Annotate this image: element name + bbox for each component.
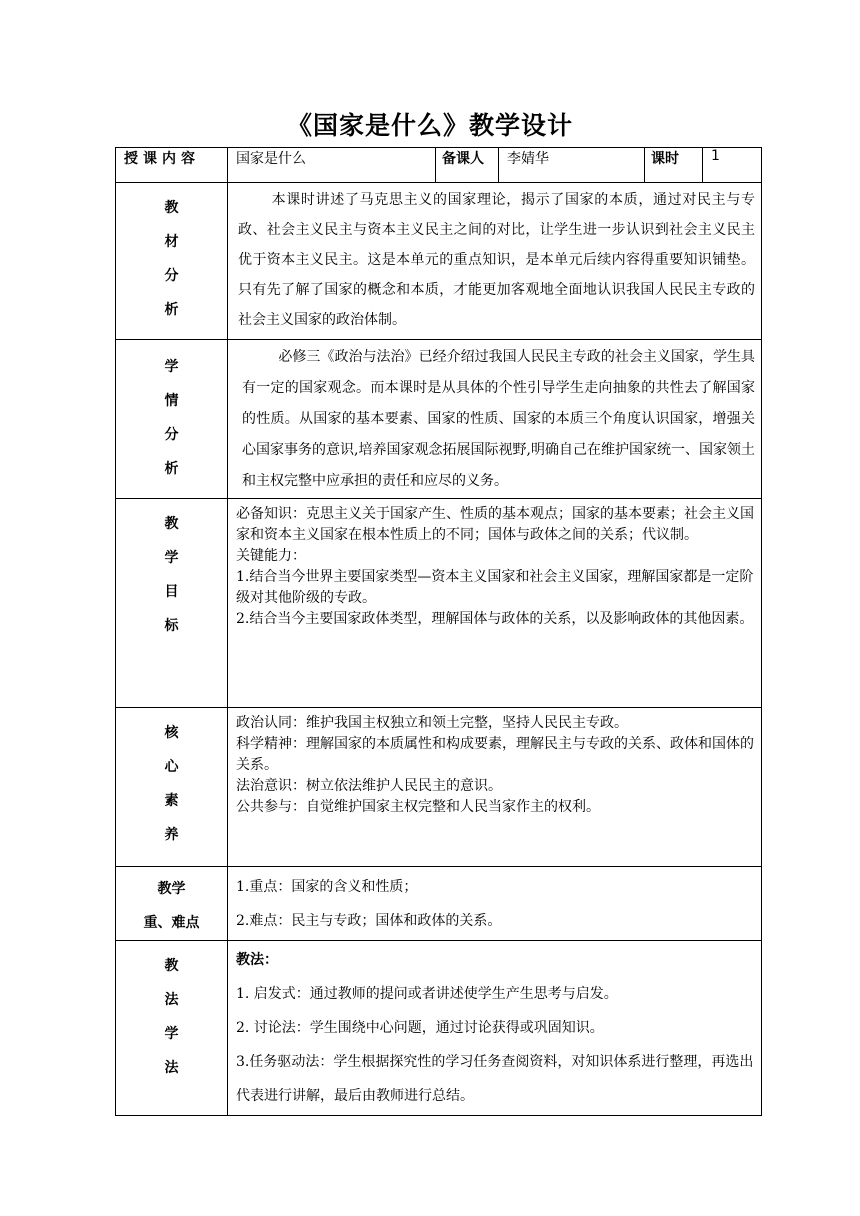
course-label: 授课内容 [116,148,228,183]
core-literacy-row [116,708,762,867]
literacy-line: 法治意识：树立依法维护人民民主的意识。 [236,778,502,794]
textbook-analysis-label: 教 材 分 析 [116,183,228,340]
teacher-label: 备课人 [436,148,499,183]
lesson-plan-table [115,147,762,1116]
header-row [116,148,762,183]
hours-value: 1 [703,148,762,183]
core-literacy-content [228,708,762,867]
method-line: 2. 讨论法：学生围绕中心问题，通过讨论获得或巩固知识。 [236,1020,604,1036]
literacy-line: 公共参与：自觉维护国家主权完整和人民当家作主的权利。 [236,799,600,815]
student-analysis-text: 必修三《政治与法治》已经介绍过我国人民民主专政的社会主义国家，学生具有一定的国家观念。而本课时是从具体的个性引导学生走向抽象的共性去了解国家的性质。从国家的基本要素、国家的性质、国家的本质三个角度认识国家，增强关心国家事务的意识,培养国家观念拓展国际视野,明确自己在维护国家统一、国家领土和主权完整中应承担的责任和应尽的义务。 [242,349,755,489]
key-points-content [228,867,762,941]
literacy-line: 科学精神：理解国家的本质属性和构成要素，理解民主与专政的关系、政体和国体的关系。 [236,736,754,773]
literacy-line: 政治认同：维护我国主权独立和领土完整，坚持人民民主专政。 [236,715,628,731]
textbook-analysis-text: 本课时讲述了马克思主义的国家理论，揭示了国家的本质，通过对民主与专政、社会主义民主与资本主义民主之间的对比，让学生进一步认识到社会主义民主优于资本主义民主。这是本单元的重点知识，是本单元后续内容得重要知识铺垫。只有先了解了国家的概念和本质，才能更加客观地全面地认识我国人民民主专政的社会主义国家的政治体制。 [238,192,755,328]
goals-line: 关键能力： [236,548,306,564]
hours-label: 课时 [645,148,703,183]
textbook-analysis-row [116,183,762,340]
textbook-analysis-content [228,183,762,340]
goals-line: 2.结合当今主要国家政体类型，理解国体与政体的关系，以及影响政体的其他因素。 [236,611,754,627]
page-title: 《国家是什么》教学设计 [286,111,573,140]
course-value: 国家是什么 [228,148,436,183]
method-line: 3.任务驱动法：学生根据探究性的学习任务查阅资料，对知识体系进行整理，再选出代表进行讲解，最后由教师进行总结。 [236,1054,754,1104]
methods-heading: 教法： [236,952,278,968]
teacher-value: 李婧华 [499,148,645,183]
key-point-line: 1.重点：国家的含义和性质； [236,879,418,895]
student-analysis-label: 学 情 分 析 [116,340,228,499]
goals-line: 必备知识：克思主义关于国家产生、性质的基本观点；国家的基本要素；社会主义国家和资本主义国家在根本性质上的不同；国体与政体之间的关系；代议制。 [236,506,754,543]
core-literacy-label: 核 心 素 养 [116,708,228,867]
key-points-row [116,867,762,941]
student-analysis-content [228,340,762,499]
student-analysis-row [116,340,762,499]
teaching-goals-label: 教 学 目 标 [116,499,228,708]
difficult-point-line: 2.难点：民主与专政；国体和政体的关系。 [236,913,502,929]
teaching-goals-row [116,499,762,708]
methods-label: 教 法 学 法 [116,941,228,1116]
key-points-label: 教学 重、难点 [116,867,228,941]
goals-line: 1.结合当今世界主要国家类型—资本主义国家和社会主义国家，理解国家都是一定阶级对其他阶级的专政。 [236,569,754,606]
method-line: 1. 启发式：通过教师的提问或者讲述使学生产生思考与启发。 [236,986,618,1002]
teaching-goals-content [228,499,762,708]
methods-row [116,941,762,1116]
methods-content [228,941,762,1116]
